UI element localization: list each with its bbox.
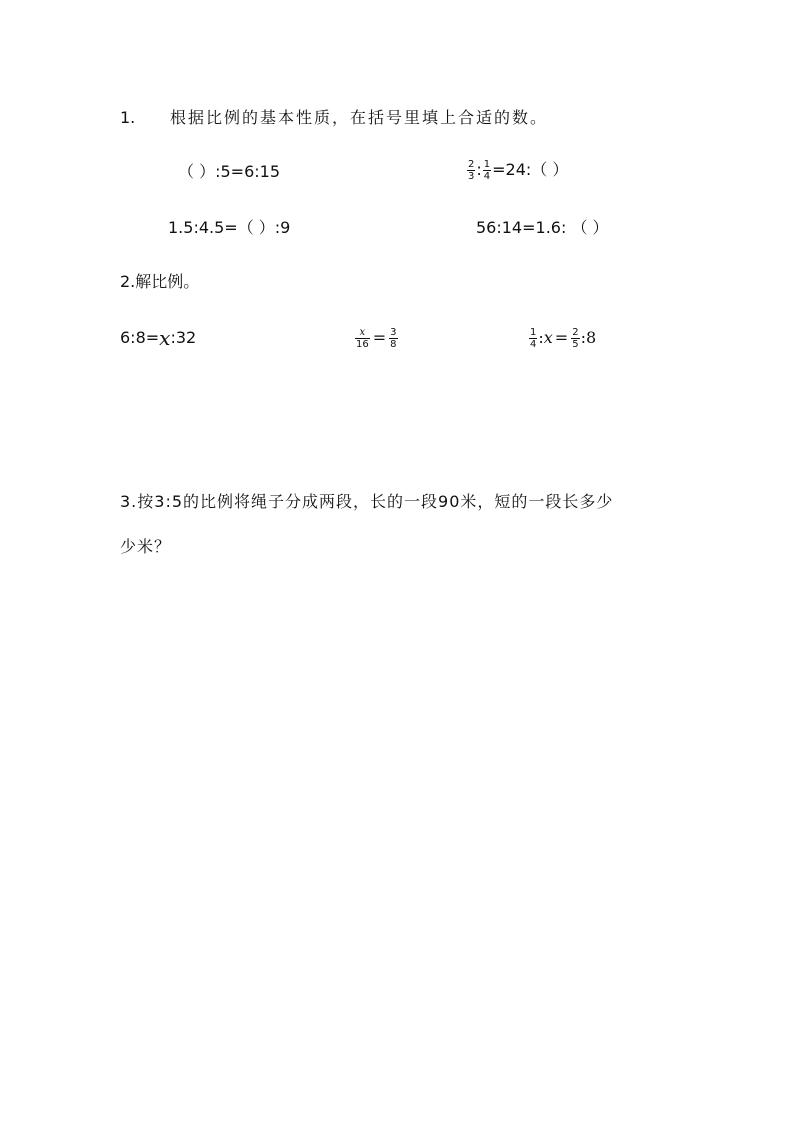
variable-x: x [159, 326, 171, 350]
equation-3 [528, 318, 596, 358]
colon: : [476, 160, 482, 179]
fraction-three-eighths: $\frac{3}{8}$ [390, 326, 397, 350]
colon: : [538, 328, 544, 347]
fraction-two-fifths: $\frac{2}{5}$ [572, 326, 579, 350]
question-1-number: 1. [120, 108, 136, 127]
equals-sign: = [554, 328, 569, 347]
equation-2 [354, 318, 399, 358]
question-3-line-1: 3.按3:5的比例将绳子分成两段，长的一段90米，短的一段长多少 [120, 492, 614, 511]
q1-item-2 [466, 150, 568, 190]
equation-3-tail: :8 [580, 328, 597, 347]
fraction-x-over-16: $\frac{x}{16}$ [356, 326, 369, 350]
equals-sign: = [372, 328, 387, 347]
q1-item-3: 1.5:4.5=（ ）:9 [168, 218, 291, 237]
variable-x: x [543, 328, 553, 347]
question-3-line-2: 少米？ [120, 537, 172, 556]
equation-1 [120, 328, 196, 348]
q1-item-1: （ ）:5=6:15 [178, 162, 280, 181]
question-1-text: 根据比例的基本性质，在括号里填上合适的数。 [170, 108, 549, 127]
fraction-two-thirds: $\frac{2}{3}$ [468, 158, 475, 182]
fraction-one-quarter: $\frac{1}{4}$ [530, 326, 537, 350]
equation-1-right: :32 [170, 328, 197, 347]
question-2-heading: 2.解比例。 [120, 272, 200, 291]
fraction-one-quarter: $\frac{1}{4}$ [483, 158, 491, 182]
q1-item-4: 56:14=1.6: （ ） [476, 218, 609, 237]
q1-item-2-tail: =24:（ ） [492, 160, 569, 179]
equation-1-left: 6:8= [120, 328, 160, 347]
